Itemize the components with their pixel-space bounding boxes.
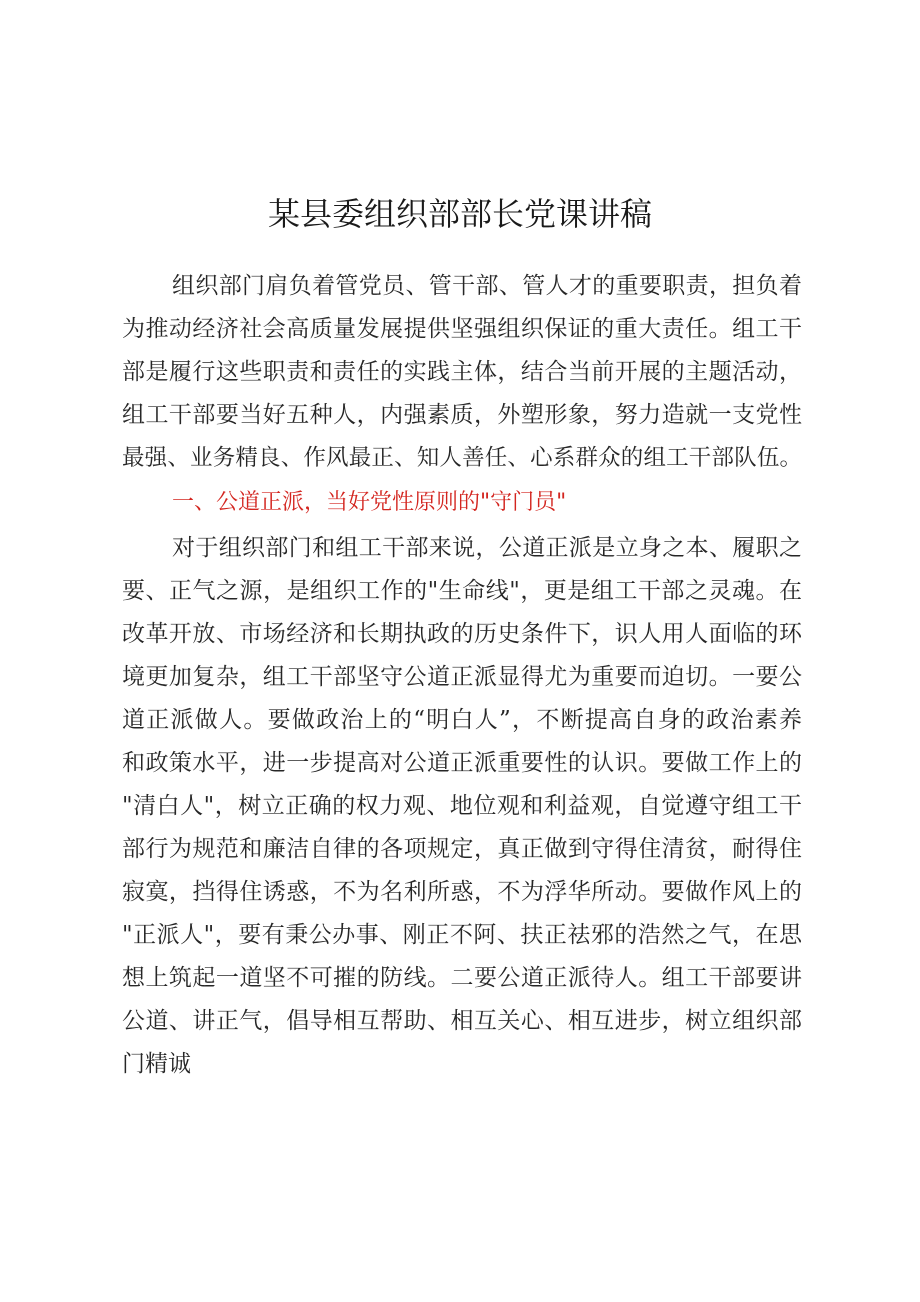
section1-line-7: "清白人"，树立正确的权力观、地位观和利益观，自觉遵守组工干 — [122, 793, 802, 819]
section1-line-11: 想上筑起一道坚不可摧的防线。二要公道正派待人。组工干部要讲 — [122, 965, 802, 991]
intro-line-2: 为推动经济社会高质量发展提供坚强组织保证的重大责任。组工干 — [122, 316, 802, 342]
intro-line-1: 组织部门肩负着管党员、管干部、管人才的重要职责，担负着 — [172, 273, 802, 299]
section1-line-5: 道正派做人。要做政治上的“明白人”，不断提高自身的政治素养 — [122, 707, 802, 733]
section1-line-10: "正派人"，要有秉公办事、刚正不阿、扶正祛邪的浩然之气，在思 — [122, 922, 802, 948]
section1-line-12: 公道、讲正气，倡导相互帮助、相互关心、相互进步，树立组织部 — [122, 1008, 802, 1034]
section1-line-9: 寂寞，挡得住诱惑，不为名利所惑，不为浮华所动。要做作风上的 — [122, 879, 802, 905]
section1-line-4: 境更加复杂，组工干部坚守公道正派显得尤为重要而迫切。一要公 — [122, 664, 802, 690]
section1-line-1: 对于组织部门和组工干部来说，公道正派是立身之本、履职之 — [172, 535, 802, 561]
section1-line-3: 改革开放、市场经济和长期执政的历史条件下，识人用人面临的环 — [122, 621, 802, 647]
intro-line-5: 最强、业务精良、作风最正、知人善任、心系群众的组工干部队伍。 — [122, 445, 802, 471]
section-heading-1: 一、公道正派，当好党性原则的"守门员" — [172, 490, 567, 515]
section1-line-13: 门精诚 — [122, 1051, 191, 1077]
section1-line-8: 部行为规范和廉洁自律的各项规定，真正做到守得住清贫，耐得住 — [122, 836, 802, 862]
intro-line-3: 部是履行这些职责和责任的实践主体，结合当前开展的主题活动， — [122, 359, 802, 385]
document-title: 某县委组织部部长党课讲稿 — [267, 195, 652, 233]
intro-line-4: 组工干部要当好五种人，内强素质，外塑形象，努力造就一支党性 — [122, 402, 802, 428]
section1-line-6: 和政策水平，进一步提高对公道正派重要性的认识。要做工作上的 — [122, 750, 802, 776]
section1-line-2: 要、正气之源，是组织工作的"生命线"，更是组工干部之灵魂。在 — [122, 578, 802, 604]
